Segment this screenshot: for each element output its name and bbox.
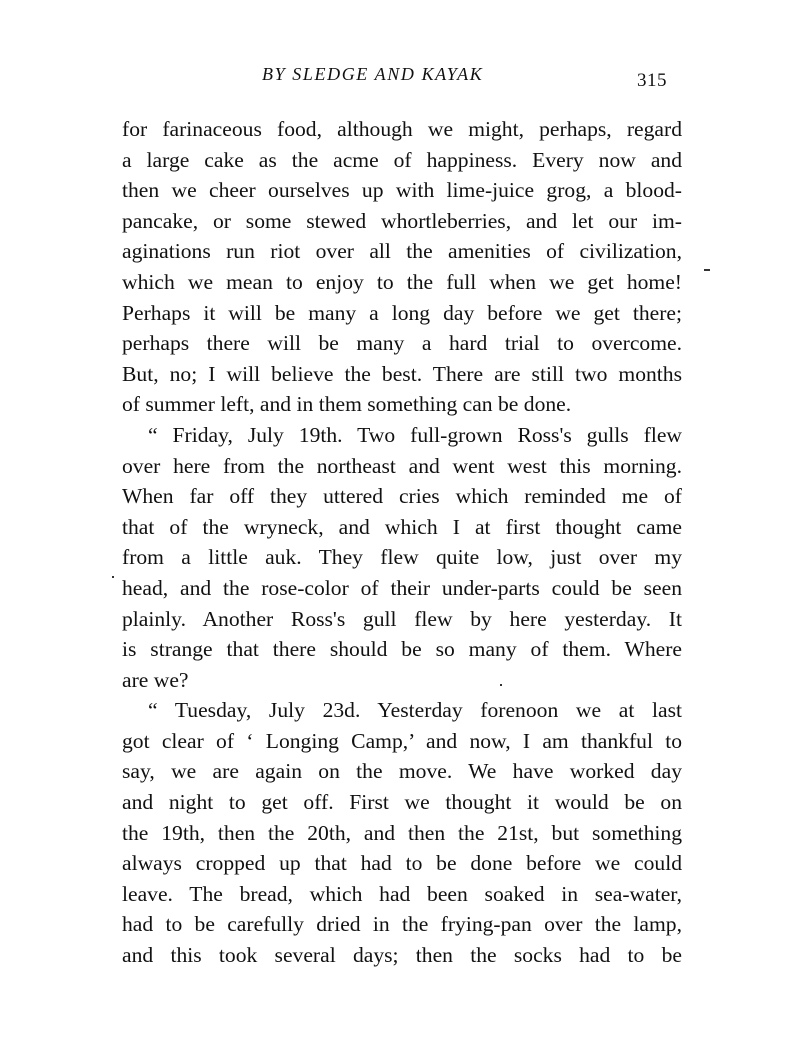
text-line: and night to get off. First we thought it would be on — [122, 790, 682, 815]
text-line: from a little auk. They flew quite low, just over my — [122, 545, 682, 570]
text-line: “ Tuesday, July 23d. Yesterday forenoon we at last — [148, 698, 682, 723]
text-line: head, and the rose-color of their under-parts could be seen — [122, 575, 682, 600]
text-line: is strange that there should be so many of them. Where — [122, 637, 682, 662]
text-line: leave. The bread, which had been soaked in sea-water, — [122, 881, 682, 906]
body-text — [122, 114, 682, 971]
text-line: the 19th, then the 20th, and then the 21st, but something — [122, 820, 682, 845]
text-line: aginations run riot over all the amenities of civilization, — [122, 239, 682, 264]
text-line: plainly. Another Ross's gull flew by here yesterday. It — [122, 606, 682, 631]
text-line: say, we are again on the move. We have worked day — [122, 759, 682, 784]
text-line: always cropped up that had to be done before we could — [122, 851, 682, 876]
running-title: BY SLEDGE AND KAYAK — [262, 64, 484, 84]
text-line: for farinaceous food, although we might, perhaps, regard — [122, 117, 682, 141]
print-speck — [112, 576, 114, 578]
text-line: that of the wryneck, and which I at first thought came — [122, 514, 682, 539]
text-line: are we? — [122, 667, 189, 692]
text-line: pancake, or some stewed whortleberries, and let our im- — [122, 208, 682, 233]
text-line: Perhaps it will be many a long day before we get there; — [122, 300, 682, 325]
text-line: But, no; I will believe the best. There are still two months — [122, 361, 682, 386]
text-line: then we cheer ourselves up with lime-juice grog, a blood- — [122, 178, 682, 203]
paragraph-2 — [122, 420, 682, 695]
paragraph-1 — [122, 114, 682, 420]
print-speck — [500, 684, 502, 686]
text-line: had to be carefully dried in the frying-pan over the lamp, — [122, 912, 682, 937]
text-line: a large cake as the acme of happiness. Every now and — [122, 147, 682, 172]
text-line: perhaps there will be many a hard trial to overcome. — [122, 331, 682, 356]
text-line: over here from the northeast and went west this morning. — [122, 453, 682, 478]
text-line: which we mean to enjoy to the full when we get home! — [122, 269, 682, 294]
text-line: got clear of ‘ Longing Camp,’ and now, I am thankful to — [122, 728, 682, 753]
text-line: and this took several days; then the socks had to be — [122, 943, 682, 968]
text-line: “ Friday, July 19th. Two full-grown Ross's gulls flew — [148, 422, 682, 447]
text-line: When far off they uttered cries which reminded me of — [122, 484, 682, 509]
running-head — [0, 64, 800, 94]
text-line: of summer left, and in them something can be done. — [122, 392, 572, 417]
page-number: 315 — [637, 70, 667, 91]
print-speck — [704, 269, 710, 271]
paragraph-3 — [122, 695, 682, 970]
